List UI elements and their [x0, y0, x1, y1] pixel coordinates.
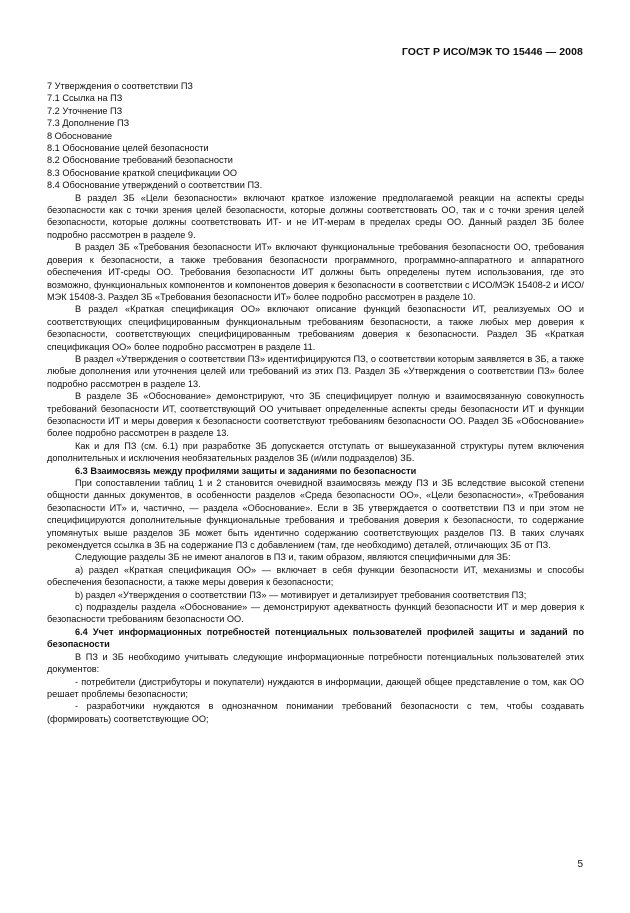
- section-heading: 6.4 Учет информационных потребностей потенциальных пользователей профилей защиты и заданий по безопасности: [47, 626, 584, 650]
- contents-item: 8.1 Обоснование целей безопасности: [47, 143, 209, 154]
- contents-item: 8.4 Обоснование утверждений о соответствии ПЗ.: [47, 180, 263, 191]
- page-content: [47, 80, 584, 725]
- section-heading: 6.3 Взаимосвязь между профилями защиты и заданиями по безопасности: [75, 465, 417, 476]
- contents-item: 7.3 Дополнение ПЗ: [47, 118, 130, 129]
- standard-code-header: ГОСТ Р ИСО/МЭК ТО 15446 — 2008: [401, 46, 583, 58]
- contents-item: 8 Обоснование: [47, 130, 113, 141]
- contents-item: 7.2 Уточнение ПЗ: [47, 105, 123, 116]
- contents-item: 8.2 Обоснование требований безопасности: [47, 155, 233, 166]
- list-item: a) раздел «Краткая спецификация ОО» — включает в себя функции безопасности ИТ, механизмы и способы обеспечения безопасности, а также меры доверия к безопасности;: [47, 564, 584, 588]
- body-paragraph: В раздел ЗБ «Цели безопасности» включают краткое изложение предполагаемой реакции на аспекты среды безопасности как с точки зрения целей безопасности, которые должны соответствовать ОО, так и с точки зрения целей безопасности, которые должны соответствовать ИТ- и не ИТ-мерам в пределах среды ОО. Данный раздел ЗБ более подробно рассмотрен в разделе 9.: [47, 192, 584, 240]
- list-item: c) подразделы раздела «Обоснование» — демонстрируют адекватность функций безопасности ИТ и мер доверия к безопасности требованиям безопасности ОО.: [47, 602, 584, 625]
- contents-item: 7 Утверждения о соответствии ПЗ: [47, 81, 193, 91]
- list-item: - разработчики нуждаются в однозначном понимании требований безопасности с тем, чтобы создавать (формировать) соответствующие ОО;: [47, 701, 584, 724]
- body-paragraph: В раздел «Краткая спецификация ОО» включают описание функций безопасности ИТ, реализуемых ОО и соответствующих специфицированным функциональным требованиям безопасности, а также любых мер доверия к безопасности, соответствующих специфицированным требованиям доверия к безопасности. Раздел ЗБ «Краткая спецификация ОО» более подробно рассмотрен в разделе 11.: [47, 304, 584, 352]
- contents-list: [47, 80, 584, 192]
- body-paragraph: В раздел ЗБ «Требования безопасности ИТ» включают функциональные требования безопасности ОО, требования доверия к безопасности, а также требования безопасности программного, программно-аппаратного и аппаратного обеспечения ИТ-среды ОО. Требования безопасности ИТ должны быть определены путем использования, где это возможно, функциональных компонентов и компонентов доверия к безопасности в соответствии с ИСО/МЭК 15408-2 и ИСО/МЭК 15408-3. Раздел ЗБ «Требования безопасности ИТ» более подробно рассмотрен в разделе 10.: [47, 242, 584, 302]
- body-paragraph: В ПЗ и ЗБ необходимо учитывать следующие информационные потребности потенциальных пользователей этих документов:: [47, 651, 584, 675]
- list-item: b) раздел «Утверждения о соответствии ПЗ» — мотивирует и детализирует требования соответствия ПЗ;: [75, 589, 527, 600]
- contents-item: 8.3 Обоснование краткой спецификации ОО: [47, 167, 238, 178]
- list-item: - потребители (дистрибуторы и покупатели) нуждаются в информации, дающей общее представление о том, как ОО решает проблемы безопасности;: [47, 676, 584, 699]
- contents-item: 7.1 Ссылка на ПЗ: [47, 93, 123, 104]
- body-paragraph: При сопоставлении таблиц 1 и 2 становится очевидной взаимосвязь между ПЗ и ЗБ вследствие высокой степени общности данных документов, в особенности разделов «Среда безопасности ОО», «Цели безопасности», «Требования безопасности ИТ» и, частично, — раздела «Обоснование». Если в ЗБ утверждается о соответствии ПЗ и при этом не специфицируются дополнительные функциональные требования и требования доверия к безопасности, то содержание упомянутых выше разделов ЗБ может быть идентично содержанию соответствующих разделов ПЗ. В таких случаях рекомендуется ссылка в ЗБ на содержание ПЗ с добавлением (там, где необходимо) деталей, отличающих ЗБ от ПЗ.: [47, 478, 584, 551]
- body-paragraph: В раздел «Утверждения о соответствии ПЗ» идентифицируются ПЗ, о соответствии которым заявляется в ЗБ, а также любые дополнения или уточнения целей или требований из этих ПЗ. Раздел ЗБ «Утверждения о соответствии ПЗ» более подробно рассмотрен в разделе 13.: [47, 353, 584, 389]
- body-paragraph: Следующие разделы ЗБ не имеют аналогов в ПЗ и, таким образом, являются специфичными для ЗБ:: [75, 552, 511, 563]
- body-paragraph: Как и для ПЗ (см. 6.1) при разработке ЗБ допускается отступать от вышеуказанной структуры путем включения дополнительных и исключения необязательных разделов ЗБ (и/или подразделов) ЗБ.: [47, 440, 584, 464]
- body-paragraph: В разделе ЗБ «Обоснование» демонстрируют, что ЗБ специфицирует полную и взаимосвязанную совокупность требований безопасности ИТ, соответствующий ОО учитывает определенные аспекты среды безопасности ИТ и функции безопасности ИТ и меры доверия к безопасности соответствуют требованиям безопасности ОО. Раздел ЗБ «Обоснование» более подробно рассмотрен в разделе 13.: [47, 391, 584, 439]
- page-number: 5: [577, 859, 583, 870]
